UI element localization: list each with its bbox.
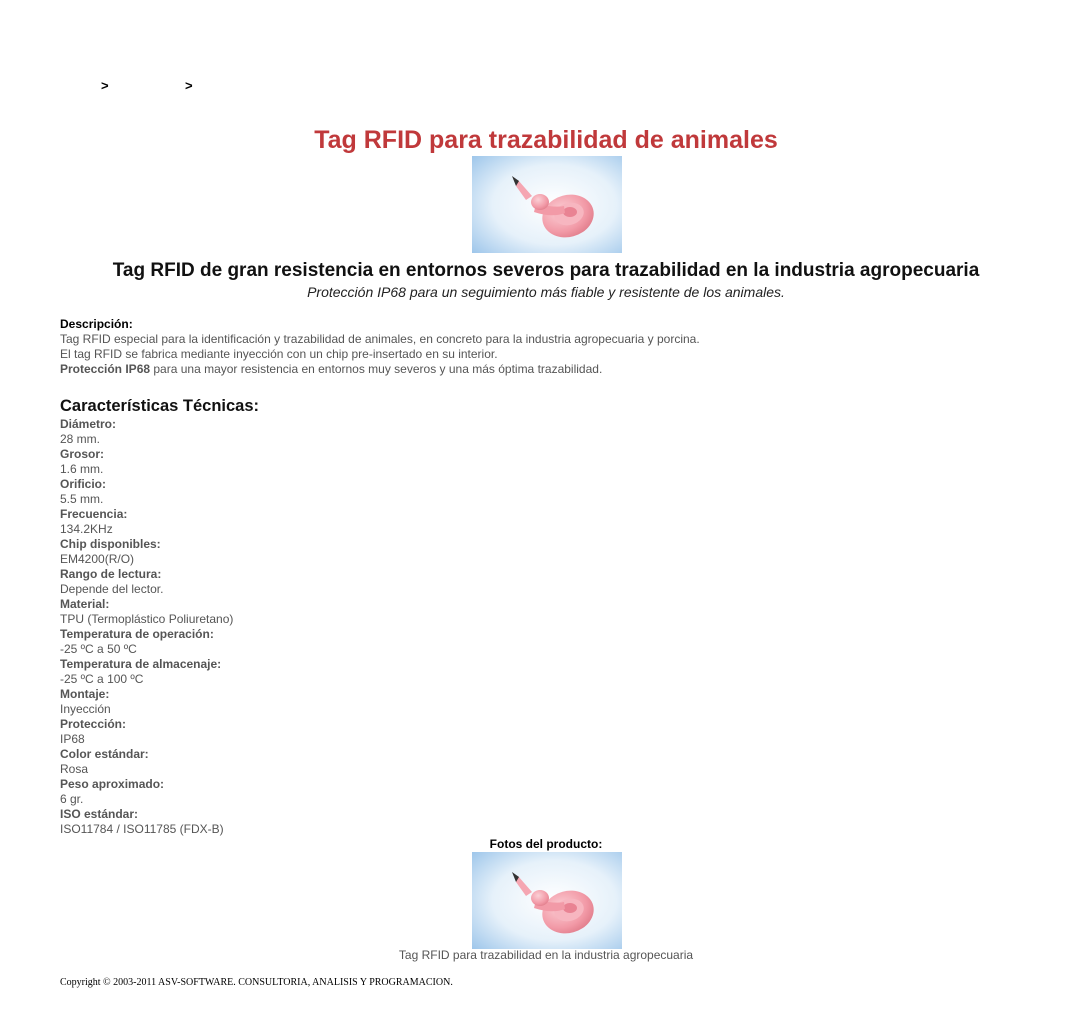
description-label: Descripción:	[60, 317, 133, 331]
spec-value: 134.2KHz	[60, 522, 113, 536]
spec-value: IP68	[60, 732, 85, 746]
spec-name: Protección:	[60, 717, 127, 731]
spec-value: 6 gr.	[60, 792, 84, 806]
spec-name: Frecuencia:	[60, 507, 128, 521]
breadcrumb-separator: >	[101, 78, 109, 93]
product-image[interactable]	[472, 156, 622, 253]
product-tagline: Protección IP68 para un seguimiento más fiable y resistente de los animales.	[307, 284, 785, 300]
page-title: Tag RFID para trazabilidad de animales	[314, 126, 778, 154]
spec-name: Montaje:	[60, 687, 110, 701]
spec-value: EM4200(R/O)	[60, 552, 135, 566]
description-line: Tag RFID especial para la identificación y trazabilidad de animales, en concreto para la industria agropecuaria y porcina.	[60, 332, 700, 346]
description-line: El tag RFID se fabrica mediante inyección con un chip pre-insertado en su interior.	[60, 347, 498, 361]
photo-caption: Tag RFID para trazabilidad en la industria agropecuaria	[398, 948, 694, 962]
copyright-notice: Copyright © 2003-2011 ASV-SOFTWARE. CONSULTORIA, ANALISIS Y PROGRAMACION.	[60, 977, 453, 988]
product-photo[interactable]	[472, 852, 622, 949]
description-highlight: Protección IP68	[60, 362, 151, 376]
spec-name: Grosor:	[60, 447, 105, 461]
description-line-text: para una mayor resistencia en entornos muy severos y una más óptima trazabilidad.	[150, 362, 603, 376]
spec-value: ISO11784 / ISO11785 (FDX-B)	[60, 822, 224, 836]
specs-list	[60, 417, 233, 837]
product-subtitle: Tag RFID de gran resistencia en entornos severos para trazabilidad en la industria agropecuaria	[112, 260, 980, 281]
spec-name: Orificio:	[60, 477, 107, 491]
spec-name: Diámetro:	[60, 417, 117, 431]
spec-name: Temperatura de operación:	[60, 627, 214, 641]
spec-value: 1.6 mm.	[60, 462, 104, 476]
spec-value: Rosa	[60, 762, 89, 776]
specs-heading: Características Técnicas:	[60, 397, 260, 415]
spec-value: 28 mm.	[60, 432, 101, 446]
photos-heading: Fotos del producto:	[489, 837, 603, 851]
spec-name: ISO estándar:	[60, 807, 139, 821]
spec-value: -25 ºC a 100 ºC	[60, 672, 144, 686]
spec-name: Chip disponibles:	[60, 537, 161, 551]
spec-value: Depende del lector.	[60, 582, 164, 596]
spec-value: -25 ºC a 50 ºC	[60, 642, 137, 656]
spec-name: Rango de lectura:	[60, 567, 162, 581]
breadcrumb-separator: >	[185, 78, 193, 93]
spec-value: Inyección	[60, 702, 111, 716]
description-line	[60, 362, 1040, 377]
spec-value: 5.5 mm.	[60, 492, 104, 506]
spec-name: Color estándar:	[60, 747, 149, 761]
description-section	[60, 317, 1040, 377]
spec-value: TPU (Termoplástico Poliuretano)	[60, 612, 234, 626]
spec-name: Temperatura de almacenaje:	[60, 657, 222, 671]
spec-name: Material:	[60, 597, 110, 611]
spec-name: Peso aproximado:	[60, 777, 165, 791]
